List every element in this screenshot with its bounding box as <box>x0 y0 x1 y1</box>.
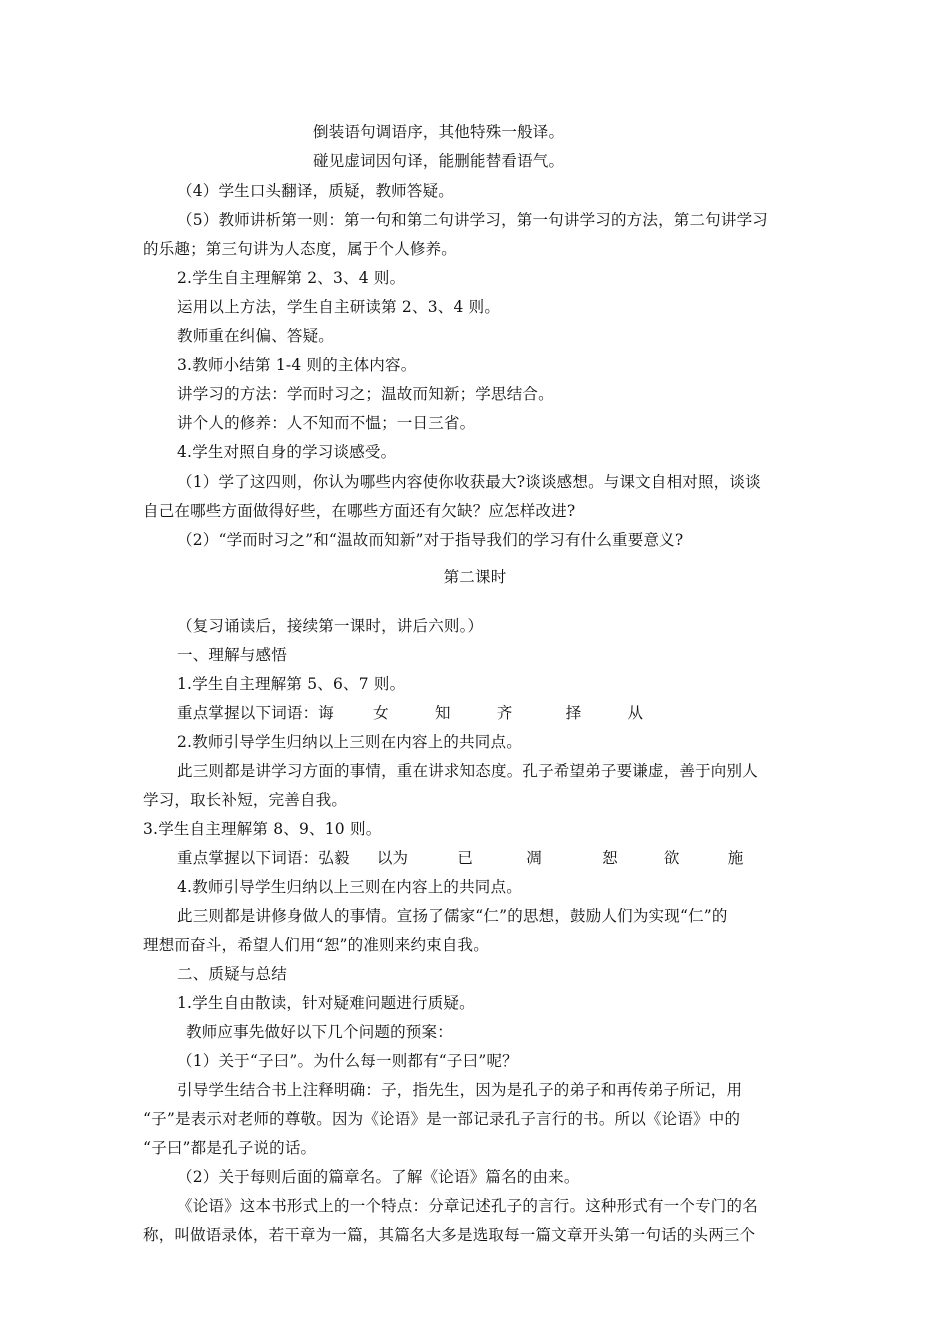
paragraph-line: 此三则都是讲修身做人的事情。宣扬了儒家“仁”的思想，鼓励人们为实现“仁”的 <box>177 907 728 925</box>
paragraph-line: 讲学习的方法：学而时习之；温故而知新；学思结合。 <box>177 385 554 403</box>
paragraph-line: 的乐趣；第三句讲为人态度，属于个人修养。 <box>143 240 458 258</box>
paragraph-line: （4）学生口头翻译，质疑，教师答疑。 <box>177 182 454 200</box>
paragraph-line: 教师重在纠偏、答疑。 <box>177 327 335 345</box>
paragraph-line: 2.教师引导学生归纳以上三则在内容上的共同点。 <box>177 733 522 751</box>
paragraph-line: 《论语》这本书形式上的一个特点：分章记述孔子的言行。这种形式有一个专门的名 <box>177 1197 758 1215</box>
paragraph-line: （1）关于“子曰”。为什么每一则都有“子曰”呢？ <box>177 1052 518 1070</box>
paragraph-line: “子”是表示对老师的尊敬。因为《论语》是一部记录孔子言行的书。所以《论语》中的 <box>143 1110 741 1128</box>
vocabulary-word: 以为 <box>376 849 409 867</box>
vocabulary-word: 已 <box>457 849 474 867</box>
paragraph-line: （1）学了这四则，你认为哪些内容使你收获最大?谈谈感想。与课文自相对照，谈谈 <box>177 473 761 491</box>
paragraph-line: 1.学生自由散读，针对疑难问题进行质疑。 <box>177 994 475 1012</box>
vocabulary-word: 施 <box>727 849 744 867</box>
paragraph-line: （复习诵读后，接续第一课时，讲后六则。） <box>177 617 484 635</box>
vocabulary-label: 重点掌握以下词语：弘毅 <box>177 849 350 867</box>
paragraph-line: （5）教师讲析第一则：第一句和第二句讲学习，第一句讲学习的方法，第二句讲学习 <box>177 211 768 229</box>
paragraph-line: 称，叫做语录体，若干章为一篇，其篇名大多是选取每一篇文章开头第一句话的头两三个 <box>143 1226 756 1244</box>
paragraph-line: 引导学生结合书上注释明确：子，指先生，因为是孔子的弟子和再传弟子所记，用 <box>177 1081 743 1099</box>
paragraph-line: 4.学生对照自身的学习谈感受。 <box>177 443 397 461</box>
vocabulary-word: 欲 <box>663 849 680 867</box>
subheading: 二、质疑与总结 <box>177 965 287 983</box>
paragraph-line: 1.学生自主理解第 5、6、7 则。 <box>177 675 406 693</box>
vocabulary-line <box>177 703 643 723</box>
paragraph-line: 理想而奋斗，希望人们用“恕”的准则来约束自我。 <box>143 936 489 954</box>
vocabulary-word: 恕 <box>602 849 618 867</box>
mnemonic-line-2: 碰见虚词因句译，能删能替看语气。 <box>313 152 565 170</box>
paragraph-line: 教师应事先做好以下几个问题的预案： <box>186 1023 453 1041</box>
paragraph-line: “子曰”都是孔子说的话。 <box>143 1139 317 1157</box>
paragraph-line: （2）关于每则后面的篇章名。了解《论语》篇名的由来。 <box>177 1168 580 1186</box>
vocabulary-line <box>177 848 743 868</box>
paragraph-line: 讲个人的修养：人不知而不愠；一日三省。 <box>177 414 476 432</box>
section-heading: 第二课时 <box>443 568 507 586</box>
subheading: 一、理解与感悟 <box>177 646 287 664</box>
paragraph-line: 2.学生自主理解第 2、3、4 则。 <box>177 269 406 287</box>
mnemonic-line-1: 倒装语句调语序，其他特殊一般译。 <box>313 123 565 141</box>
paragraph-line: 3.教师小结第 1-4 则的主体内容。 <box>177 356 417 374</box>
paragraph-line: 此三则都是讲学习方面的事情，重在讲求知态度。孔子希望弟子要谦虚，善于向别人 <box>177 762 758 780</box>
paragraph-line: 3.学生自主理解第 8、9、10 则。 <box>143 820 382 838</box>
vocabulary-label: 重点掌握以下词语：诲 <box>177 704 335 722</box>
vocabulary-word: 知 <box>435 704 451 722</box>
vocabulary-word: 从 <box>627 704 644 722</box>
paragraph-line: 运用以上方法，学生自主研读第 2、3、4 则。 <box>177 298 501 316</box>
vocabulary-word: 凋 <box>526 849 542 867</box>
paragraph-line: （2）“学而时习之”和“温故而知新”对于指导我们的学习有什么重要意义? <box>177 531 684 549</box>
paragraph-line: 学习，取长补短，完善自我。 <box>143 791 348 809</box>
vocabulary-word: 齐 <box>496 704 513 722</box>
paragraph-line: 4.教师引导学生归纳以上三则在内容上的共同点。 <box>177 878 522 896</box>
paragraph-line: 自己在哪些方面做得好些，在哪些方面还有欠缺？应怎样改进? <box>143 502 576 520</box>
vocabulary-word: 择 <box>565 704 582 722</box>
vocabulary-word: 女 <box>373 704 389 722</box>
